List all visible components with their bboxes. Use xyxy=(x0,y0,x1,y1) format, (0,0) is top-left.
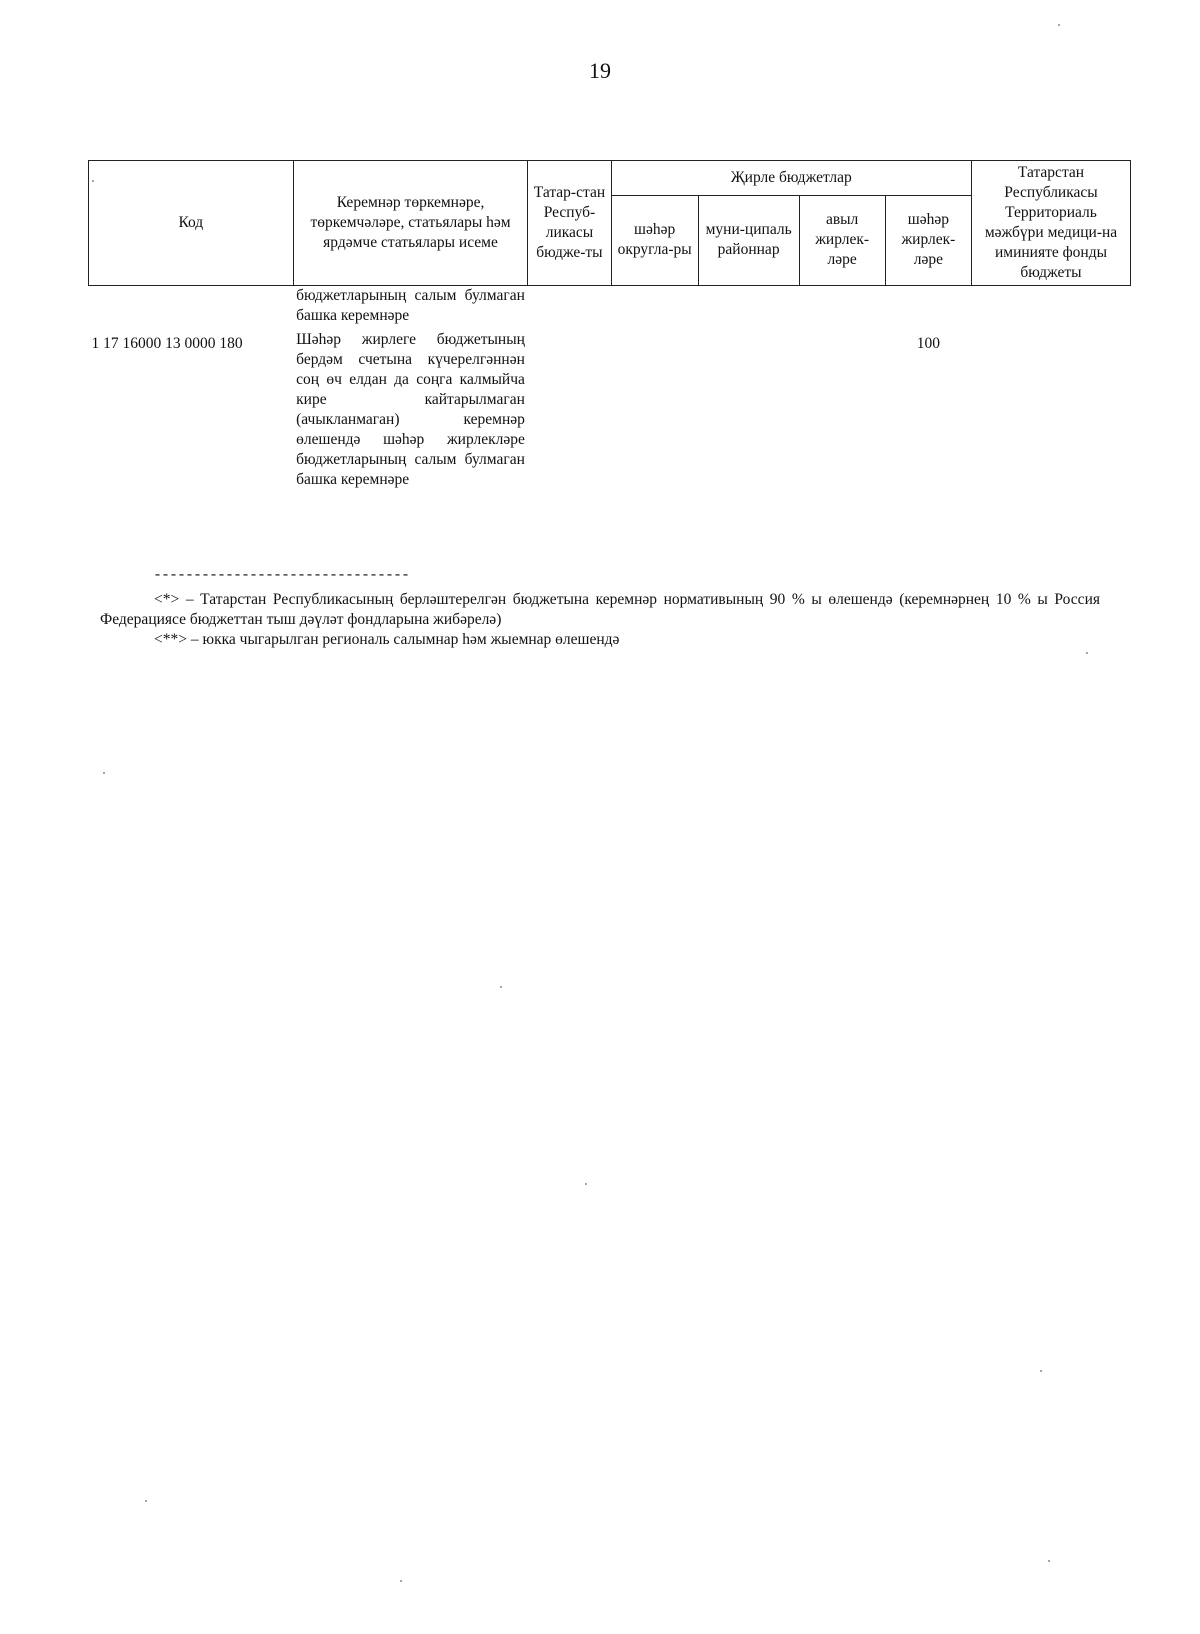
row-municipal-districts xyxy=(698,330,799,490)
header-municipal-districts: муни-ципаль районнар xyxy=(698,195,799,285)
footnotes xyxy=(100,590,1100,650)
header-code: Код xyxy=(89,161,294,286)
row-rural-settlements xyxy=(799,330,885,490)
table-header xyxy=(89,161,1131,286)
page-number: 19 xyxy=(589,58,611,83)
row-rural-settlements xyxy=(799,286,885,327)
row-municipal-districts xyxy=(698,286,799,327)
row-urban-settlements: 100 xyxy=(916,335,940,352)
header-republic-budget: Татар-стан Респуб-ликасы бюдже-ты xyxy=(528,161,611,286)
footnote-1: <*> – Татарстан Республикасының берләштерелгән бюджетына керемнәр нормативының 90 % ы өлешендә (керемнәрнең 10 % ы Россия Федерациясе бюджеттан тыш дәүләт фондларына жибәрелә) xyxy=(100,591,1100,628)
header-name: Керемнәр төркемнәре, төркемчәләре, статьялары һәм ярдәмче статьялары исеме xyxy=(293,161,528,286)
row-name: Шәһәр жирлеге бюджетының бердәм счетына күчерелгәннән соң өч елдан да соңга калмыйча кире кайтарылмаган (ачыкланмаган) керемнәр өлешендә шәһәр жирлекләре бюджетларының салым булмаган башка керемнәре xyxy=(296,331,525,488)
table-row xyxy=(89,330,1131,490)
header-urban-settlements: шәһәр жирлек-ләре xyxy=(885,195,971,285)
footnote-2: <**> – юкка чыгарылган региональ салымнар һәм жыемнар өлешендә xyxy=(154,631,620,648)
header-city-districts: шәһәр округла-ры xyxy=(611,195,698,285)
header-medical-fund: Татарстан Республикасы Территориаль мәжбүри медици-на иминияте фонды бюджеты xyxy=(972,161,1131,286)
row-code: 1 17 16000 13 0000 180 xyxy=(91,335,243,352)
header-local-budgets: Җирле бюджетлар xyxy=(611,161,972,196)
row-republic-budget xyxy=(528,286,611,327)
row-urban-settlements xyxy=(885,286,971,327)
row-medical-fund xyxy=(972,286,1131,327)
revenue-table xyxy=(88,160,1131,490)
row-name: бюджетларының салым булмаган башка керемнәре xyxy=(296,287,525,324)
row-city-districts xyxy=(611,330,698,490)
row-republic-budget xyxy=(528,330,611,490)
table-body xyxy=(89,286,1131,491)
table-row xyxy=(89,286,1131,327)
header-rural-settlements: авыл жирлек-ләре xyxy=(799,195,885,285)
row-medical-fund xyxy=(972,330,1131,490)
row-code xyxy=(89,286,294,327)
footnote-separator: -------------------------------- xyxy=(153,567,410,584)
row-city-districts xyxy=(611,286,698,327)
